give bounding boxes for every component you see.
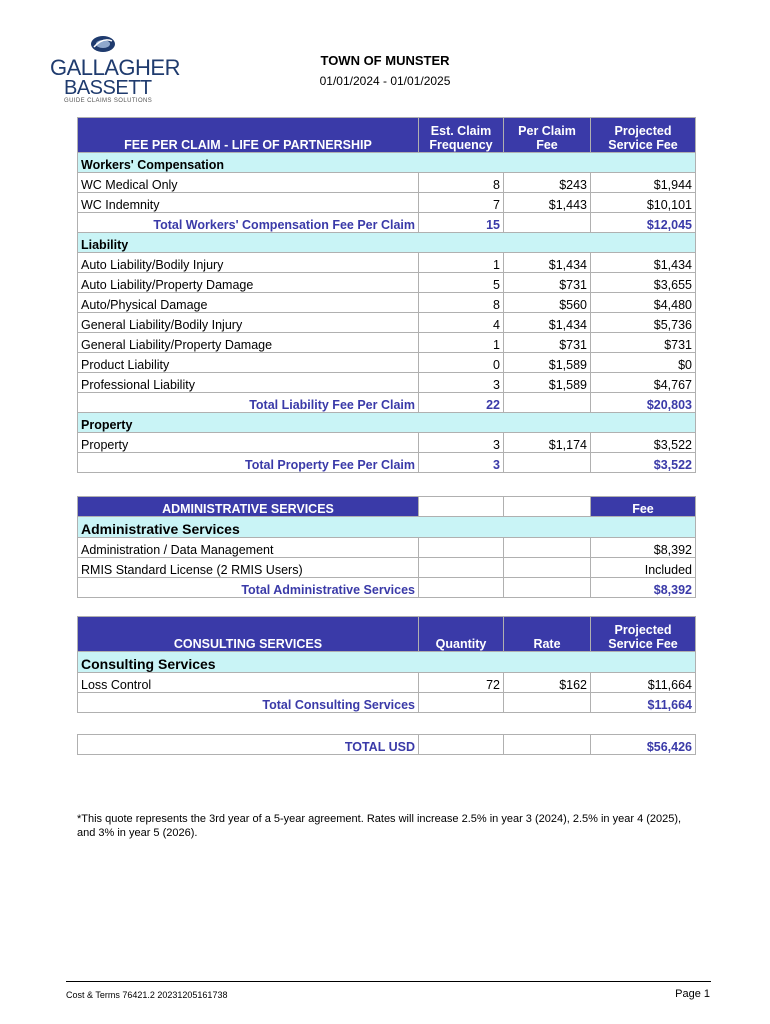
per-claim-cell: $1,589 [504, 353, 591, 373]
freq-cell: 8 [419, 173, 504, 193]
consulting-services-table [77, 616, 696, 713]
section-row [78, 413, 696, 433]
table-header-row [78, 617, 696, 652]
empty-cell [504, 538, 591, 558]
total-label: Total Consulting Services [78, 693, 419, 713]
fee-cell: $11,664 [591, 673, 696, 693]
freq-cell: 0 [419, 353, 504, 373]
section-label: Consulting Services [78, 652, 696, 673]
total-fee: $8,392 [591, 578, 696, 598]
fee-cell: $8,392 [591, 538, 696, 558]
freq-cell: 3 [419, 373, 504, 393]
freq-cell: 7 [419, 193, 504, 213]
total-label: Total Property Fee Per Claim [78, 453, 419, 473]
page-title: TOWN OF MUNSTER [320, 53, 450, 68]
grand-total-fee: $56,426 [591, 735, 696, 755]
total-fee: $12,045 [591, 213, 696, 233]
row-label: General Liability/Bodily Injury [78, 313, 419, 333]
empty-cell [504, 578, 591, 598]
empty-cell [419, 558, 504, 578]
fee-cell: $10,101 [591, 193, 696, 213]
fee-cell: $4,767 [591, 373, 696, 393]
total-row [78, 453, 696, 473]
per-claim-cell: $731 [504, 333, 591, 353]
section-label: Liability [78, 233, 696, 253]
header-cell: Projected Service Fee [591, 118, 696, 153]
total-freq: 22 [419, 393, 504, 413]
rate-cell: $162 [504, 673, 591, 693]
footer-reference: Cost & Terms 76421.2 20231205161738 [66, 990, 228, 1000]
footnote: *This quote represents the 3rd year of a 5-year agreement. Rates will increase 2.5% in year 3 (2024), 2.5% in year 4 (2025), and 3% in year 5 (2026). [77, 813, 682, 839]
total-freq: 15 [419, 213, 504, 233]
table-header-row [78, 118, 696, 153]
header-cell: Quantity [419, 617, 504, 652]
per-claim-cell: $243 [504, 173, 591, 193]
total-row [78, 213, 696, 233]
grand-total-label: TOTAL USD [78, 735, 419, 755]
total-fee: $3,522 [591, 453, 696, 473]
empty-cell [419, 693, 504, 713]
header-cell: Per Claim Fee [504, 118, 591, 153]
row-label: General Liability/Property Damage [78, 333, 419, 353]
table-row [78, 538, 696, 558]
empty-cell [504, 558, 591, 578]
row-label: Administration / Data Management [78, 538, 419, 558]
header-cell: Fee [591, 497, 696, 517]
row-label: WC Indemnity [78, 193, 419, 213]
total-row [78, 693, 696, 713]
table-row [78, 433, 696, 453]
section-label: Property [78, 413, 696, 433]
row-label: Auto Liability/Bodily Injury [78, 253, 419, 273]
per-claim-cell: $560 [504, 293, 591, 313]
quantity-cell: 72 [419, 673, 504, 693]
total-fee: $11,664 [591, 693, 696, 713]
page-number: Page 1 [675, 988, 710, 1000]
table-row [78, 373, 696, 393]
admin-services-table [77, 496, 696, 598]
section-row [78, 652, 696, 673]
empty-cell [504, 213, 591, 233]
per-claim-cell: $1,434 [504, 313, 591, 333]
total-freq: 3 [419, 453, 504, 473]
fee-cell: $731 [591, 333, 696, 353]
row-label: Auto/Physical Damage [78, 293, 419, 313]
per-claim-cell: $731 [504, 273, 591, 293]
company-logo [50, 35, 180, 107]
freq-cell: 1 [419, 333, 504, 353]
row-label: WC Medical Only [78, 173, 419, 193]
empty-cell [504, 497, 591, 517]
empty-cell [504, 453, 591, 473]
table-row [78, 333, 696, 353]
fee-cell: $3,655 [591, 273, 696, 293]
section-row [78, 153, 696, 173]
section-row [78, 517, 696, 538]
grand-total-table [77, 734, 696, 755]
per-claim-cell: $1,174 [504, 433, 591, 453]
fee-cell: $3,522 [591, 433, 696, 453]
fee-per-claim-table [77, 117, 696, 473]
row-label: Loss Control [78, 673, 419, 693]
empty-cell [419, 538, 504, 558]
total-row [78, 393, 696, 413]
fee-cell: Included [591, 558, 696, 578]
header-cell: Projected Service Fee [591, 617, 696, 652]
table-row [78, 273, 696, 293]
fee-cell: $0 [591, 353, 696, 373]
section-row [78, 233, 696, 253]
total-label: Total Administrative Services [78, 578, 419, 598]
grand-total-row [78, 735, 696, 755]
row-label: Auto Liability/Property Damage [78, 273, 419, 293]
header-cell: Rate [504, 617, 591, 652]
freq-cell: 8 [419, 293, 504, 313]
logo-line1: GALLAGHER [50, 55, 180, 80]
empty-cell [504, 693, 591, 713]
row-label: Professional Liability [78, 373, 419, 393]
freq-cell: 1 [419, 253, 504, 273]
row-label: Product Liability [78, 353, 419, 373]
section-label: Workers' Compensation [78, 153, 696, 173]
total-label: Total Workers' Compensation Fee Per Claim [78, 213, 419, 233]
fee-cell: $4,480 [591, 293, 696, 313]
date-range: 01/01/2024 - 01/01/2025 [319, 74, 451, 88]
per-claim-cell: $1,434 [504, 253, 591, 273]
footer-divider [66, 981, 711, 982]
empty-cell [419, 735, 504, 755]
logo-tagline: GUIDE CLAIMS SOLUTIONS [64, 98, 153, 104]
table-row [78, 253, 696, 273]
row-label: RMIS Standard License (2 RMIS Users) [78, 558, 419, 578]
freq-cell: 4 [419, 313, 504, 333]
globe-icon [90, 35, 116, 53]
table-row [78, 558, 696, 578]
table-row [78, 673, 696, 693]
fee-cell: $1,434 [591, 253, 696, 273]
fee-cell: $1,944 [591, 173, 696, 193]
table-row [78, 193, 696, 213]
logo-line2: BASSETT [64, 77, 152, 99]
empty-cell [504, 393, 591, 413]
empty-cell [504, 735, 591, 755]
header-cell: FEE PER CLAIM - LIFE OF PARTNERSHIP [78, 118, 419, 153]
per-claim-cell: $1,589 [504, 373, 591, 393]
header-cell: CONSULTING SERVICES [78, 617, 419, 652]
section-label: Administrative Services [78, 517, 696, 538]
table-row [78, 353, 696, 373]
header-cell: Est. Claim Frequency [419, 118, 504, 153]
freq-cell: 5 [419, 273, 504, 293]
table-row [78, 313, 696, 333]
fee-cell: $5,736 [591, 313, 696, 333]
total-label: Total Liability Fee Per Claim [78, 393, 419, 413]
total-row [78, 578, 696, 598]
table-row [78, 293, 696, 313]
freq-cell: 3 [419, 433, 504, 453]
header-cell: ADMINISTRATIVE SERVICES [78, 497, 419, 517]
per-claim-cell: $1,443 [504, 193, 591, 213]
total-fee: $20,803 [591, 393, 696, 413]
row-label: Property [78, 433, 419, 453]
table-header-row [78, 497, 696, 517]
table-row [78, 173, 696, 193]
empty-cell [419, 497, 504, 517]
empty-cell [419, 578, 504, 598]
